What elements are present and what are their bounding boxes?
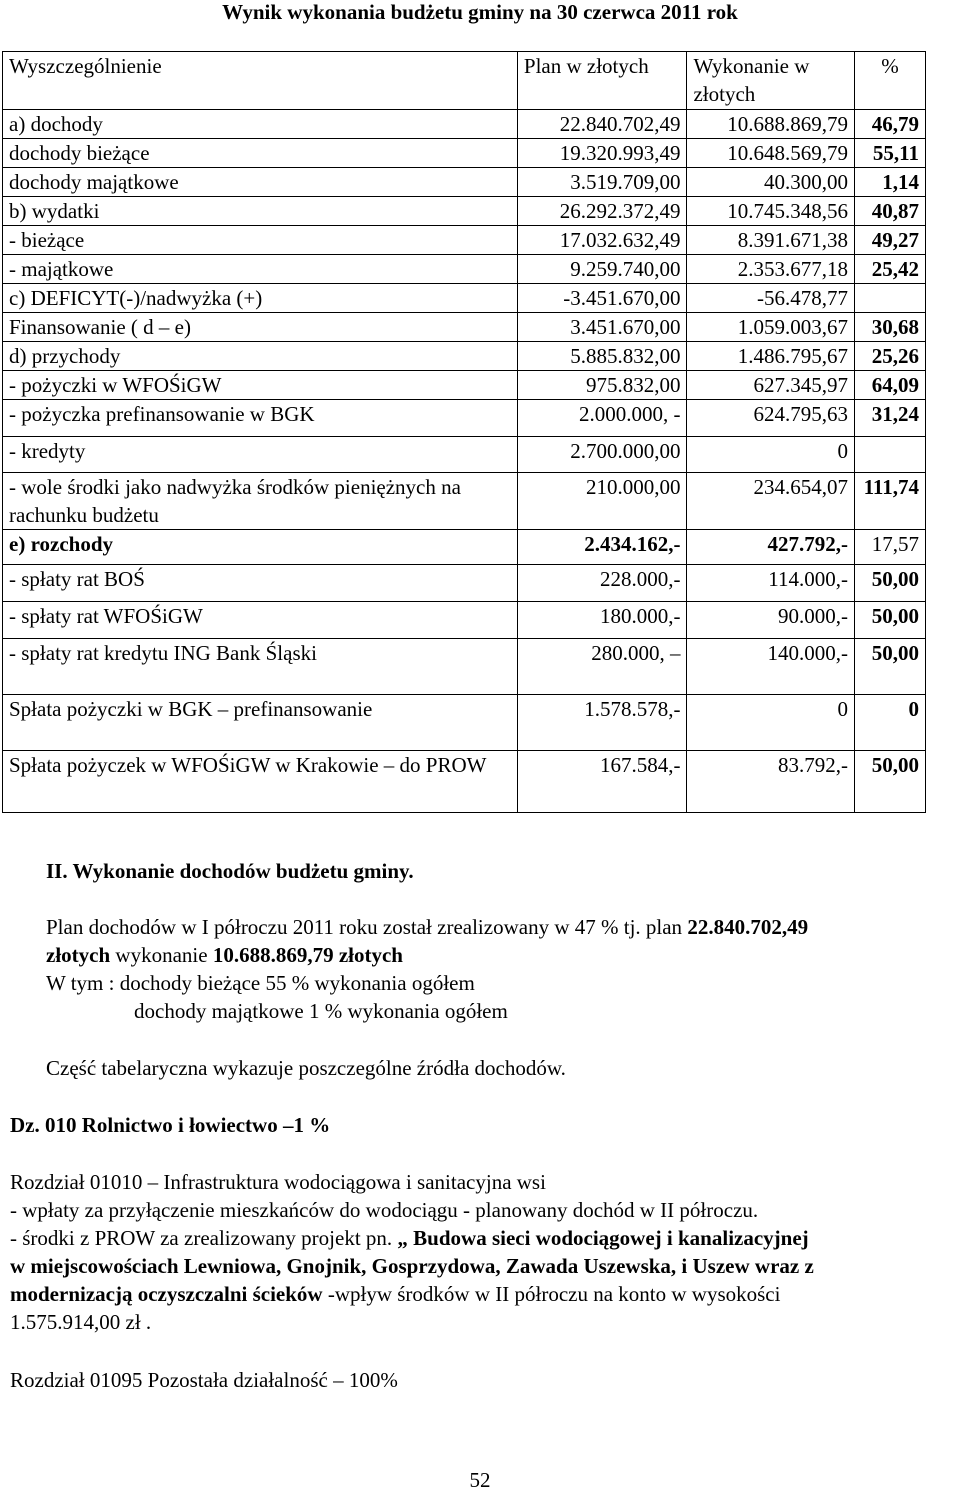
table-row [3, 313, 926, 342]
row-plan-value: 3.519.709,00 [517, 168, 687, 197]
row-plan-value: 180.000,- [517, 602, 687, 639]
row-plan-value: 167.584,- [517, 751, 687, 813]
income-summary-text: Plan dochodów w I półroczu 2011 roku został zrealizowany w 47 % tj. plan [46, 915, 688, 939]
row-percent-value [855, 284, 926, 313]
row-plan-value: 1.578.578,- [517, 695, 687, 751]
income-capital-line: dochody majątkowe 1 % wykonania ogółem [134, 999, 508, 1023]
row-label: - wole środki jako nadwyżka środków pieniężnych na rachunku budżetu [3, 473, 518, 530]
row-execution-value: 0 [687, 437, 855, 473]
table-row [3, 371, 926, 400]
row-execution-value: 114.000,- [687, 565, 855, 602]
row-label: - majątkowe [3, 255, 518, 284]
row-label: Finansowanie ( d – e) [3, 313, 518, 342]
row-label: - pożyczki w WFOŚiGW [3, 371, 518, 400]
row-label: - spłaty rat BOŚ [3, 565, 518, 602]
row-percent-value: 25,26 [855, 342, 926, 371]
prow-project-line-2: w miejscowościach Lewniowa, Gnojnik, Gosprzydowa, Zawada Uszewska, i Uszew wraz z [10, 1254, 814, 1278]
row-execution-value: 234.654,07 [687, 473, 855, 530]
table-row [3, 473, 926, 530]
chapter-01095: Rozdział 01095 Pozostała działalność – 100% [10, 1368, 398, 1392]
row-percent-value: 40,87 [855, 197, 926, 226]
income-plan-value: 22.840.702,49 [687, 915, 809, 939]
row-plan-value: 2.700.000,00 [517, 437, 687, 473]
table-row [3, 639, 926, 695]
row-execution-value: 1.059.003,67 [687, 313, 855, 342]
row-label: b) wydatki [3, 197, 518, 226]
row-execution-value: -56.478,77 [687, 284, 855, 313]
row-percent-value: 31,24 [855, 400, 926, 437]
row-percent-value: 55,11 [855, 139, 926, 168]
table-note: Część tabelaryczna wykazuje poszczególne źródła dochodów. [46, 1056, 566, 1080]
prow-project-line-1 [10, 1224, 809, 1252]
table-row [3, 139, 926, 168]
row-percent-value: 30,68 [855, 313, 926, 342]
table-row [3, 695, 926, 751]
header-cell-plan: Plan w złotych [517, 52, 687, 110]
header-cell-percent: % [855, 52, 926, 110]
row-plan-value: 9.259.740,00 [517, 255, 687, 284]
row-label: a) dochody [3, 110, 518, 139]
row-plan-value: 228.000,- [517, 565, 687, 602]
prow-project-text: - środki z PROW za zrealizowany projekt pn. [10, 1226, 398, 1250]
row-label: - bieżące [3, 226, 518, 255]
header-cell-description: Wyszczególnienie [3, 52, 518, 110]
table-row [3, 197, 926, 226]
division-heading: Dz. 010 Rolnictwo i łowiectwo –1 % [10, 1113, 331, 1137]
row-plan-value: 22.840.702,49 [517, 110, 687, 139]
row-plan-value: 17.032.632,49 [517, 226, 687, 255]
row-execution-value: 624.795,63 [687, 400, 855, 437]
table-header-row [3, 52, 926, 110]
row-label: c) DEFICYT(-)/nadwyżka (+) [3, 284, 518, 313]
row-label: e) rozchody [3, 530, 518, 565]
prow-project-title-end: modernizacją oczyszczalni ścieków [10, 1282, 323, 1306]
row-plan-value: -3.451.670,00 [517, 284, 687, 313]
row-percent-value: 50,00 [855, 751, 926, 813]
row-execution-value: 10.688.869,79 [687, 110, 855, 139]
row-execution-value: 0 [687, 695, 855, 751]
table-row [3, 342, 926, 371]
row-label: Spłata pożyczki w BGK – prefinansowanie [3, 695, 518, 751]
table-row [3, 255, 926, 284]
row-percent-value: 64,09 [855, 371, 926, 400]
row-percent-value: 49,27 [855, 226, 926, 255]
row-percent-value: 111,74 [855, 473, 926, 530]
income-summary-line-2 [46, 941, 403, 969]
table-row [3, 226, 926, 255]
row-percent-value: 17,57 [855, 530, 926, 565]
table-row [3, 400, 926, 437]
row-plan-value: 2.000.000, - [517, 400, 687, 437]
row-percent-value: 50,00 [855, 565, 926, 602]
row-plan-value: 210.000,00 [517, 473, 687, 530]
table-row [3, 565, 926, 602]
table-row [3, 602, 926, 639]
row-execution-value: 427.792,- [687, 530, 855, 565]
table-row [3, 751, 926, 813]
chapter-01010: Rozdział 01010 – Infrastruktura wodociągowa i sanitacyjna wsi [10, 1170, 546, 1194]
water-connection-income: - wpłaty za przyłączenie mieszkańców do wodociągu - planowany dochód w II półroczu. [10, 1198, 759, 1222]
row-label: - kredyty [3, 437, 518, 473]
table-row [3, 530, 926, 565]
row-execution-value: 83.792,- [687, 751, 855, 813]
row-percent-value: 25,42 [855, 255, 926, 284]
row-label: dochody bieżące [3, 139, 518, 168]
row-execution-value: 1.486.795,67 [687, 342, 855, 371]
row-plan-value: 5.885.832,00 [517, 342, 687, 371]
row-percent-value: 50,00 [855, 639, 926, 695]
row-execution-value: 10.648.569,79 [687, 139, 855, 168]
row-label: - spłaty rat kredytu ING Bank Śląski [3, 639, 518, 695]
row-percent-value: 0 [855, 695, 926, 751]
row-execution-value: 2.353.677,18 [687, 255, 855, 284]
row-execution-value: 90.000,- [687, 602, 855, 639]
row-execution-value: 8.391.671,38 [687, 226, 855, 255]
section-heading: II. Wykonanie dochodów budżetu gminy. [46, 859, 414, 883]
row-label: dochody majątkowe [3, 168, 518, 197]
row-plan-value: 280.000, – [517, 639, 687, 695]
row-plan-value: 3.451.670,00 [517, 313, 687, 342]
income-summary-line-1 [46, 913, 808, 941]
prow-project-line-3 [10, 1280, 780, 1308]
row-label: Spłata pożyczek w WFOŚiGW w Krakowie – do PROW [3, 751, 518, 813]
row-execution-value: 627.345,97 [687, 371, 855, 400]
income-execution-value: 10.688.869,79 złotych [212, 943, 403, 967]
income-current-line: W tym : dochody bieżące 55 % wykonania ogółem [46, 971, 475, 995]
income-plan-unit: złotych [46, 943, 111, 967]
table-row [3, 437, 926, 473]
table-row [3, 168, 926, 197]
header-cell-execution: Wykonanie w złotych [687, 52, 855, 110]
row-label: - spłaty rat WFOŚiGW [3, 602, 518, 639]
budget-table [2, 51, 926, 813]
row-execution-value: 40.300,00 [687, 168, 855, 197]
table-row [3, 110, 926, 139]
row-plan-value: 2.434.162,- [517, 530, 687, 565]
row-percent-value [855, 437, 926, 473]
row-execution-value: 140.000,- [687, 639, 855, 695]
row-plan-value: 26.292.372,49 [517, 197, 687, 226]
row-percent-value: 46,79 [855, 110, 926, 139]
prow-payment-text: -wpływ środków w II półroczu na konto w wysokości [322, 1282, 781, 1306]
page-number: 52 [469, 1468, 491, 1492]
page-title: Wynik wykonania budżetu gminy na 30 czerwca 2011 rok [222, 0, 738, 24]
row-label: - pożyczka prefinansowanie w BGK [3, 400, 518, 437]
prow-project-title-start: „ Budowa sieci wodociągowej i kanalizacyjnej [397, 1226, 809, 1250]
row-label: d) przychody [3, 342, 518, 371]
prow-amount: 1.575.914,00 zł . [10, 1310, 152, 1334]
row-percent-value: 50,00 [855, 602, 926, 639]
income-execution-text: wykonanie [110, 943, 213, 967]
row-percent-value: 1,14 [855, 168, 926, 197]
table-row [3, 284, 926, 313]
row-execution-value: 10.745.348,56 [687, 197, 855, 226]
row-plan-value: 19.320.993,49 [517, 139, 687, 168]
row-plan-value: 975.832,00 [517, 371, 687, 400]
